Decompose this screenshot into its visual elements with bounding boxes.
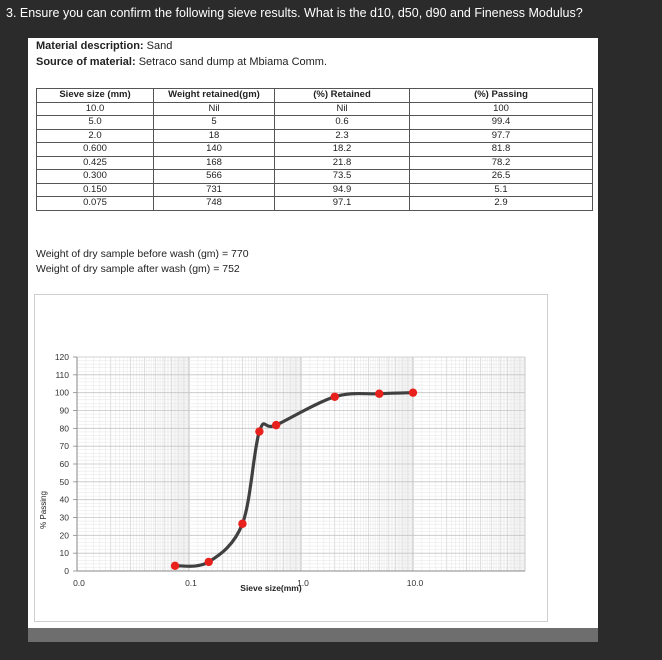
cell-percent-retained: 73.5 bbox=[275, 170, 410, 184]
cell-percent-passing: 100 bbox=[410, 102, 593, 116]
data-point-marker bbox=[171, 562, 179, 570]
y-tick-label: 60 bbox=[59, 459, 69, 469]
y-tick-label: 90 bbox=[59, 405, 69, 416]
y-tick-label: 10 bbox=[59, 548, 69, 559]
table-row bbox=[37, 183, 593, 197]
x-tick-label: 0.0 bbox=[73, 578, 85, 588]
cell-percent-passing: 99.4 bbox=[410, 116, 593, 130]
y-tick-label: 70 bbox=[59, 441, 69, 452]
cell-weight-retained: 18 bbox=[154, 129, 275, 143]
cell-weight-retained: Nil bbox=[154, 102, 275, 116]
cell-weight-retained: 140 bbox=[154, 143, 275, 157]
chart-frame bbox=[34, 294, 548, 622]
data-point-marker bbox=[255, 427, 263, 435]
table-row bbox=[37, 116, 593, 130]
y-tick-label: 120 bbox=[54, 352, 69, 362]
cell-weight-retained: 731 bbox=[154, 183, 275, 197]
cell-percent-retained: Nil bbox=[275, 102, 410, 116]
chart-grid bbox=[77, 357, 525, 571]
data-point-marker bbox=[331, 393, 339, 401]
cell-percent-retained: 94.9 bbox=[275, 183, 410, 197]
cell-percent-passing: 81.8 bbox=[410, 143, 593, 157]
table-row bbox=[37, 143, 593, 157]
y-tick-label: 50 bbox=[59, 476, 69, 487]
table-row bbox=[37, 129, 593, 143]
cell-percent-retained: 0.6 bbox=[275, 116, 410, 130]
y-tick-label: 40 bbox=[59, 494, 69, 505]
table-row bbox=[37, 102, 593, 116]
material-source-value: Setraco sand dump at Mbiama Comm. bbox=[138, 56, 328, 68]
y-tick-label: 0 bbox=[64, 566, 69, 576]
header-weight-retained: Weight retained(gm) bbox=[154, 89, 275, 103]
table-header-row bbox=[37, 89, 593, 103]
cell-weight-retained: 566 bbox=[154, 170, 275, 184]
cell-weight-retained: 168 bbox=[154, 156, 275, 170]
cell-sieve-size: 10.0 bbox=[37, 102, 154, 116]
data-point-marker bbox=[272, 421, 280, 429]
header-sieve-size: Sieve size (mm) bbox=[37, 89, 154, 103]
cell-sieve-size: 0.425 bbox=[37, 156, 154, 170]
material-source: Source of material: Setraco sand dump at Mbiama Comm. bbox=[36, 56, 328, 68]
x-axis-label: Sieve size(mm) bbox=[240, 583, 302, 593]
cell-percent-passing: 26.5 bbox=[410, 170, 593, 184]
material-source-label: Source of material bbox=[36, 56, 132, 68]
x-tick-label: 10.0 bbox=[406, 578, 424, 588]
cell-percent-passing: 2.9 bbox=[410, 197, 593, 211]
cell-percent-passing: 97.7 bbox=[410, 129, 593, 143]
y-tick-label: 20 bbox=[59, 530, 69, 541]
question-text: 3. Ensure you can confirm the following sieve results. What is the d10, d50, d90 and Fineness Modulus? bbox=[6, 6, 583, 20]
cell-weight-retained: 5 bbox=[154, 116, 275, 130]
gradation-chart bbox=[35, 295, 547, 621]
note-before-wash: Weight of dry sample before wash (gm) = 770 bbox=[36, 248, 249, 260]
cell-sieve-size: 0.600 bbox=[37, 143, 154, 157]
material-description: Material description: Sand bbox=[36, 40, 173, 52]
cell-sieve-size: 5.0 bbox=[37, 116, 154, 130]
cell-sieve-size: 0.150 bbox=[37, 183, 154, 197]
table-row bbox=[37, 170, 593, 184]
y-tick-label: 110 bbox=[55, 369, 69, 380]
header-percent-passing: (%) Passing bbox=[410, 89, 593, 103]
sieve-results-table bbox=[36, 88, 593, 211]
cell-percent-retained: 21.8 bbox=[275, 156, 410, 170]
bottom-scroll-bar bbox=[28, 628, 598, 642]
cell-percent-retained: 97.1 bbox=[275, 197, 410, 211]
data-point-marker bbox=[205, 558, 213, 566]
table-row bbox=[37, 156, 593, 170]
material-description-label: Material description bbox=[36, 40, 140, 52]
cell-sieve-size: 0.300 bbox=[37, 170, 154, 184]
cell-percent-passing: 5.1 bbox=[410, 183, 593, 197]
cell-percent-retained: 18.2 bbox=[275, 143, 410, 157]
y-tick-label: 30 bbox=[59, 512, 69, 523]
cell-weight-retained: 748 bbox=[154, 197, 275, 211]
table-row bbox=[37, 197, 593, 211]
material-description-value: Sand bbox=[146, 40, 173, 52]
y-tick-label: 100 bbox=[54, 387, 69, 398]
cell-percent-retained: 2.3 bbox=[275, 129, 410, 143]
cell-sieve-size: 0.075 bbox=[37, 197, 154, 211]
note-after-wash: Weight of dry sample after wash (gm) = 752 bbox=[36, 263, 240, 275]
data-point-marker bbox=[375, 390, 383, 398]
x-tick-label: 1.0 bbox=[297, 578, 309, 588]
y-tick-label: 80 bbox=[59, 423, 69, 434]
cell-percent-passing: 78.2 bbox=[410, 156, 593, 170]
data-point-marker bbox=[409, 388, 417, 396]
data-point-marker bbox=[238, 520, 246, 528]
x-tick-label: 0.1 bbox=[185, 578, 197, 588]
y-axis-label: % Passing bbox=[39, 491, 48, 529]
cell-sieve-size: 2.0 bbox=[37, 129, 154, 143]
header-percent-retained: (%) Retained bbox=[275, 89, 410, 103]
document-sheet bbox=[28, 38, 598, 628]
